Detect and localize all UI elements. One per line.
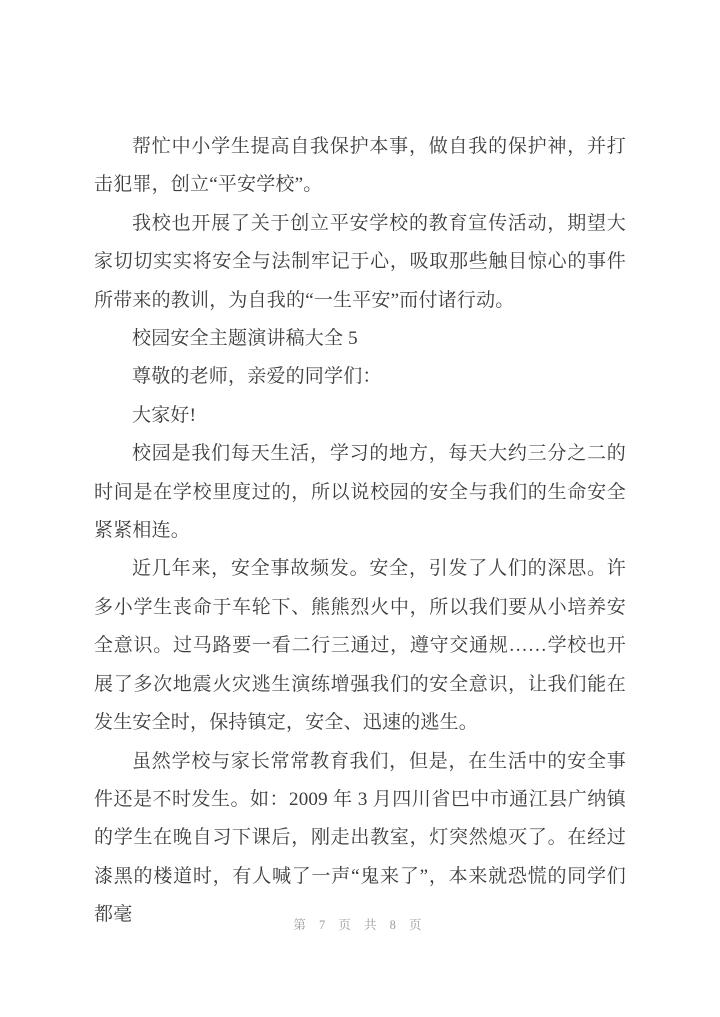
- paragraph-school-campaign: 我校也开展了关于创立平安学校的教育宣传活动，期望大家切切实实将安全与法制牢记于心，吸取那些触目惊心的事件所带来的教训，为自我的“一生平安”而付诸行动。: [94, 212, 626, 311]
- paragraph-safety-awareness: 近几年来，安全事故频发。安全，引发了人们的深思。许多小学生丧命于车轮下、熊熊烈火中，所以我们要从小培养安全意识。过马路要一看二行三通过，遵守交通规……学校也开展了多次地震火灾逃生演练增强我们的安全意识，让我们能在发生安全时，保持镇定，安全、迅速的逃生。: [94, 558, 626, 734]
- paragraph-incident-example: 虽然学校与家长常常教育我们，但是，在生活中的安全事件还是不时发生。如：2009 年 3 月四川省巴中市通江县广纳镇的学生在晚自习下课后，刚走出教室，灯突然熄灭了。在经过漆黑的楼道时，有人喊了一声“鬼来了”，本来就恐慌的同学们都毫: [94, 750, 626, 926]
- paragraph-protect-students: 帮忙中小学生提高自我保护本事，做自我的保护神，并打击犯罪，创立“平安学校”。: [94, 136, 626, 196]
- paragraph-campus-life: 校园是我们每天生活，学习的地方，每天大约三分之二的时间是在学校里度过的，所以说校园的安全与我们的生命安全紧紧相连。: [94, 443, 626, 542]
- section-title: 校园安全主题演讲稿大全 5: [132, 328, 358, 350]
- page-footer: [0, 916, 720, 934]
- document-body: [94, 128, 626, 935]
- greeting: 大家好!: [132, 404, 197, 426]
- salutation: 尊敬的老师，亲爱的同学们：: [132, 366, 382, 388]
- page-number-indicator: 第 7 页 共 8 页: [293, 918, 427, 932]
